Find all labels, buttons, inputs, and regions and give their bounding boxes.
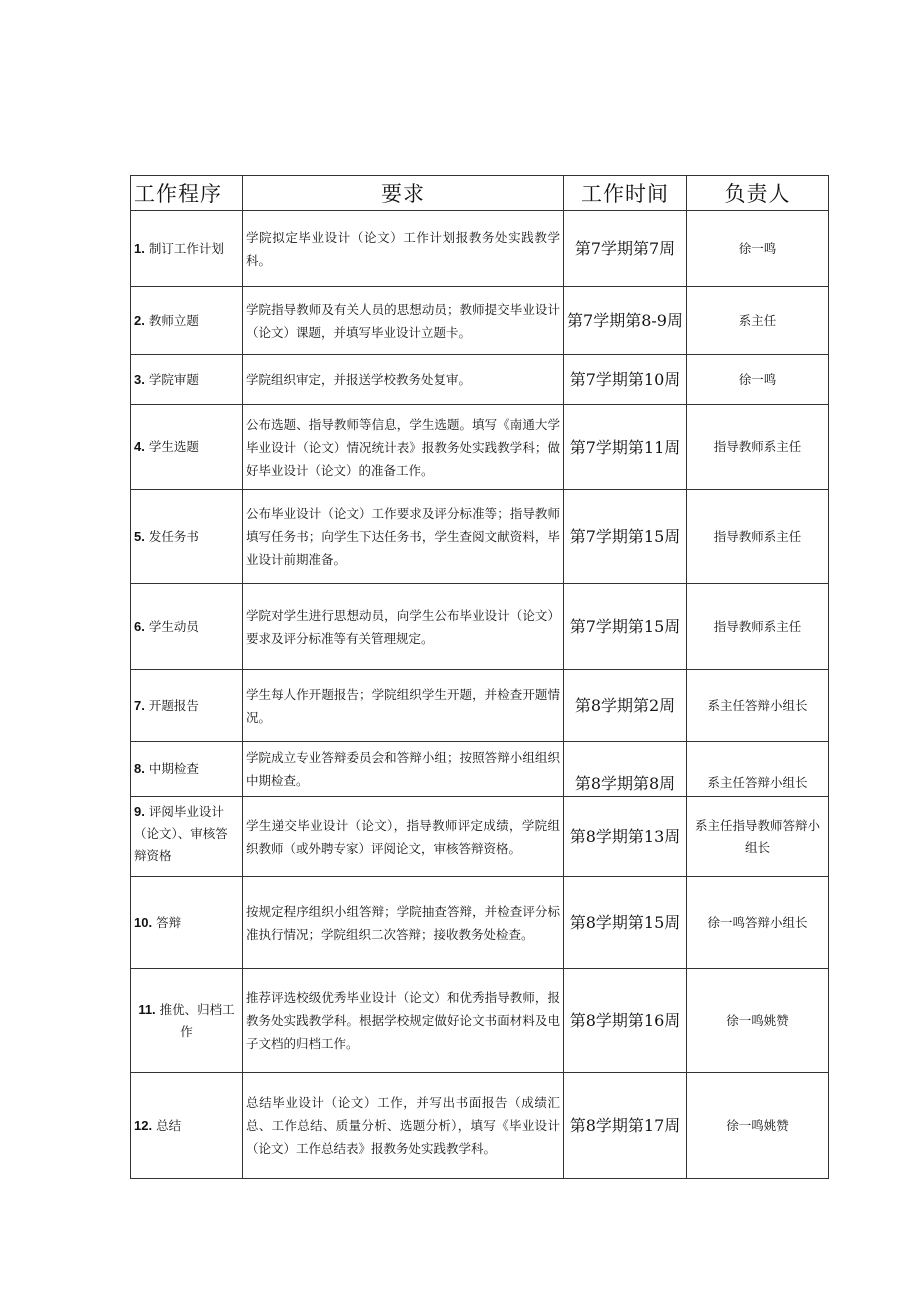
time-cell: 第7学期第8-9周 <box>564 287 687 355</box>
step-label: 学生选题 <box>148 439 199 454</box>
table-row <box>131 742 829 797</box>
step-cell <box>131 670 243 742</box>
table-row <box>131 287 829 355</box>
requirement-cell: 学院对学生进行思想动员，向学生公布毕业设计（论文）要求及评分标准等有关管理规定。 <box>243 584 564 670</box>
time-cell: 第8学期第15周 <box>564 877 687 969</box>
time-cell: 第8学期第13周 <box>564 797 687 877</box>
table-row <box>131 877 829 969</box>
header-step: 工作程序 <box>131 176 243 211</box>
step-label: 答辩 <box>156 914 182 930</box>
table-row <box>131 1073 829 1179</box>
owner-cell: 徐一鸣答辩小组长 <box>687 877 829 969</box>
table-row <box>131 797 829 877</box>
header-owner: 负责人 <box>687 176 829 211</box>
owner-cell: 徐一鸣姚赞 <box>687 1073 829 1179</box>
step-number: 7. <box>134 697 145 713</box>
time-cell: 第7学期第15周 <box>564 490 687 584</box>
time-cell: 第7学期第11周 <box>564 405 687 490</box>
step-number: 4. <box>134 439 145 454</box>
step-number: 9. <box>134 804 145 819</box>
requirement-cell: 学院指导教师及有关人员的思想动员；教师提交毕业设计（论文）课题，并填写毕业设计立题卡。 <box>243 287 564 355</box>
owner-cell: 系主任 <box>687 287 829 355</box>
time-cell: 第8学期第16周 <box>564 969 687 1073</box>
step-number: 5. <box>134 528 145 544</box>
step-cell <box>131 969 243 1073</box>
time-cell: 第8学期第8周 <box>564 742 687 797</box>
owner-cell: 徐一鸣姚赞 <box>687 969 829 1073</box>
owner-cell: 徐一鸣 <box>687 211 829 287</box>
step-label: 总结 <box>156 1117 182 1133</box>
step-label: 评阅毕业设计（论文）、审核答辩资格 <box>134 804 228 863</box>
step-cell <box>131 877 243 969</box>
header-requirement: 要求 <box>243 176 564 211</box>
table-row <box>131 670 829 742</box>
step-cell <box>131 211 243 287</box>
step-cell <box>131 1073 243 1179</box>
table-row <box>131 490 829 584</box>
step-number: 11. <box>138 1001 156 1017</box>
time-cell: 第7学期第10周 <box>564 355 687 405</box>
step-cell <box>131 742 243 797</box>
time-cell: 第8学期第17周 <box>564 1073 687 1179</box>
requirement-cell: 学生递交毕业设计（论文），指导教师评定成绩，学院组织教师（或外聘专家）评阅论文，审核答辩资格。 <box>243 797 564 877</box>
step-cell <box>131 584 243 670</box>
time-cell: 第7学期第15周 <box>564 584 687 670</box>
requirement-cell: 总结毕业设计（论文）工作，并写出书面报告（成绩汇总、工作总结、质量分析、选题分析），填写《毕业设计（论文）工作总结表》报教务处实践教学科。 <box>243 1073 564 1179</box>
step-label: 开题报告 <box>148 697 199 713</box>
step-label: 学生动员 <box>148 618 199 634</box>
requirement-cell: 学院组织审定，并报送学校教务处复审。 <box>243 355 564 405</box>
step-number: 3. <box>134 371 145 387</box>
step-label: 推优、归档工作 <box>159 1001 235 1039</box>
header-time: 工作时间 <box>564 176 687 211</box>
requirement-cell: 按规定程序组织小组答辩；学院抽查答辩，并检查评分标准执行情况；学院组织二次答辩；接收教务处检查。 <box>243 877 564 969</box>
step-number: 8. <box>134 761 145 776</box>
step-label: 中期检查 <box>148 761 199 776</box>
owner-cell: 系主任答辩小组长 <box>687 742 829 797</box>
step-cell <box>131 797 243 877</box>
step-cell <box>131 355 243 405</box>
owner-cell: 指导教师系主任 <box>687 405 829 490</box>
step-cell <box>131 287 243 355</box>
step-number: 2. <box>134 312 145 328</box>
table-row <box>131 584 829 670</box>
owner-cell: 系主任答辩小组长 <box>687 670 829 742</box>
step-label: 教师立题 <box>148 312 199 328</box>
step-number: 1. <box>134 240 145 256</box>
schedule-table <box>130 175 829 1179</box>
step-number: 10. <box>134 914 153 930</box>
owner-cell: 徐一鸣 <box>687 355 829 405</box>
requirement-cell: 公布毕业设计（论文）工作要求及评分标准等；指导教师填写任务书；向学生下达任务书，学生查阅文献资料，毕业设计前期准备。 <box>243 490 564 584</box>
step-cell <box>131 405 243 490</box>
requirement-cell: 学院拟定毕业设计（论文）工作计划报教务处实践教学科。 <box>243 211 564 287</box>
owner-cell: 系主任指导教师答辩小组长 <box>687 797 829 877</box>
step-cell <box>131 490 243 584</box>
requirement-cell: 公布选题、指导教师等信息，学生选题。填写《南通大学毕业设计（论文）情况统计表》报教务处实践教学科；做好毕业设计（论文）的准备工作。 <box>243 405 564 490</box>
requirement-cell: 推荐评选校级优秀毕业设计（论文）和优秀指导教师，报教务处实践教学科。根据学校规定做好论文书面材料及电子文档的归档工作。 <box>243 969 564 1073</box>
step-number: 12. <box>134 1117 153 1133</box>
owner-cell: 指导教师系主任 <box>687 584 829 670</box>
requirement-cell: 学院成立专业答辩委员会和答辩小组；按照答辩小组组织中期检查。 <box>243 742 564 797</box>
table-row <box>131 969 829 1073</box>
owner-cell: 指导教师系主任 <box>687 490 829 584</box>
step-label: 发任务书 <box>148 528 199 544</box>
step-number: 6. <box>134 618 145 634</box>
step-label: 学院审题 <box>148 371 199 387</box>
time-cell: 第8学期第2周 <box>564 670 687 742</box>
time-cell: 第7学期第7周 <box>564 211 687 287</box>
header-row <box>131 176 829 211</box>
step-label: 制订工作计划 <box>148 240 224 256</box>
requirement-cell: 学生每人作开题报告；学院组织学生开题，并检查开题情况。 <box>243 670 564 742</box>
table-row <box>131 355 829 405</box>
table-row <box>131 211 829 287</box>
table-row <box>131 405 829 490</box>
